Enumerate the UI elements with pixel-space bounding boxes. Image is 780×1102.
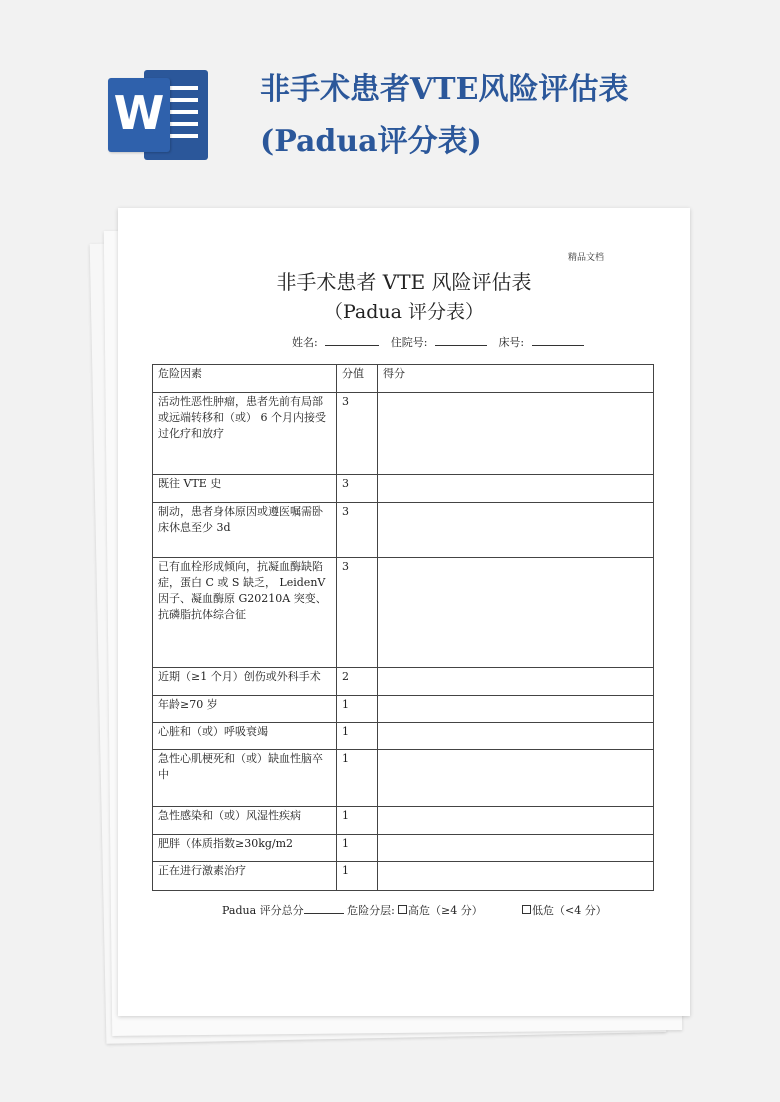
score-cell: 3 bbox=[337, 503, 378, 558]
table-row bbox=[153, 668, 654, 696]
risk-factor-cell: 近期（≥1 个月）创伤或外科手术 bbox=[153, 668, 337, 696]
bed-label: 床号: bbox=[498, 336, 525, 349]
risk-factor-cell: 既往 VTE 史 bbox=[153, 475, 337, 503]
earned-cell[interactable] bbox=[378, 723, 654, 750]
score-cell: 3 bbox=[337, 475, 378, 503]
high-risk-option[interactable] bbox=[398, 902, 483, 918]
score-cell: 3 bbox=[337, 393, 378, 475]
risk-factor-cell: 急性心肌梗死和（或）缺血性脑卒中 bbox=[153, 750, 337, 807]
table-row bbox=[153, 862, 654, 891]
total-label: Padua 评分总分 bbox=[222, 904, 304, 917]
score-cell: 1 bbox=[337, 750, 378, 807]
table-row bbox=[153, 807, 654, 835]
page-title-line1: 非手术患者VTE风险评估表 bbox=[260, 72, 629, 107]
earned-cell[interactable] bbox=[378, 393, 654, 475]
earned-cell[interactable] bbox=[378, 475, 654, 503]
score-cell: 2 bbox=[337, 668, 378, 696]
score-cell: 1 bbox=[337, 862, 378, 891]
risk-factor-cell: 活动性恶性肿瘤，患者先前有局部或远端转移和（或） 6 个月内接受过化疗和放疗 bbox=[153, 393, 337, 475]
name-label: 姓名: bbox=[292, 336, 318, 349]
table-row bbox=[153, 723, 654, 750]
earned-cell[interactable] bbox=[378, 862, 654, 891]
risk-factor-cell: 年龄≥70 岁 bbox=[153, 696, 337, 723]
score-cell: 1 bbox=[337, 807, 378, 835]
checkbox-icon[interactable] bbox=[522, 905, 531, 914]
risk-factor-cell: 制动，患者身体原因或遵医嘱需卧床休息至少 3d bbox=[153, 503, 337, 558]
header-risk-factor: 危险因素 bbox=[153, 365, 337, 393]
earned-cell[interactable] bbox=[378, 750, 654, 807]
low-risk-label: 低危（<4 分） bbox=[532, 904, 607, 917]
high-risk-label: 高危（≥4 分） bbox=[408, 904, 483, 917]
score-cell: 1 bbox=[337, 696, 378, 723]
risk-factor-cell: 急性感染和（或）风湿性疾病 bbox=[153, 807, 337, 835]
table-row bbox=[153, 696, 654, 723]
table-row bbox=[153, 835, 654, 862]
risk-factor-cell: 肥胖（体质指数≥30kg/m2 bbox=[153, 835, 337, 862]
admission-field[interactable] bbox=[435, 335, 487, 346]
earned-cell[interactable] bbox=[378, 503, 654, 558]
bed-field[interactable] bbox=[532, 335, 584, 346]
word-badge bbox=[108, 78, 170, 152]
table-row bbox=[153, 503, 654, 558]
score-cell: 3 bbox=[337, 558, 378, 668]
risk-factor-cell: 心脏和（或）呼吸衰竭 bbox=[153, 723, 337, 750]
low-risk-option[interactable] bbox=[522, 902, 607, 918]
table-row bbox=[153, 558, 654, 668]
risk-factor-cell: 正在进行激素治疗 bbox=[153, 862, 337, 891]
name-field[interactable] bbox=[325, 335, 379, 346]
header-earned: 得分 bbox=[378, 365, 654, 393]
checkbox-icon[interactable] bbox=[398, 905, 407, 914]
word-doc-icon bbox=[108, 70, 208, 160]
footer-row bbox=[222, 902, 607, 918]
page-title-line2: (Padua评分表) bbox=[260, 124, 482, 159]
score-cell: 1 bbox=[337, 723, 378, 750]
risk-factor-cell: 已有血栓形成倾向，抗凝血酶缺陷症，蛋白 C 或 S 缺乏， LeidenV 因子、凝血酶原 G20210A 突变、抗磷脂抗体综合征 bbox=[153, 558, 337, 668]
strata-label: 危险分层: bbox=[347, 904, 395, 917]
document-subtitle: （Padua 评分表） bbox=[323, 301, 485, 323]
page-title bbox=[260, 64, 760, 168]
total-field[interactable] bbox=[304, 903, 344, 914]
document-title: 非手术患者 VTE 风险评估表 bbox=[276, 270, 532, 294]
earned-cell[interactable] bbox=[378, 835, 654, 862]
corner-note: 精品文档 bbox=[568, 253, 605, 263]
risk-table bbox=[152, 364, 654, 891]
table-row bbox=[153, 393, 654, 475]
earned-cell[interactable] bbox=[378, 668, 654, 696]
header-score: 分值 bbox=[337, 365, 378, 393]
earned-cell[interactable] bbox=[378, 807, 654, 835]
admission-label: 住院号: bbox=[390, 336, 428, 349]
table-row bbox=[153, 750, 654, 807]
patient-info-row bbox=[292, 334, 584, 350]
earned-cell[interactable] bbox=[378, 558, 654, 668]
earned-cell[interactable] bbox=[378, 696, 654, 723]
table-header-row bbox=[153, 365, 654, 393]
score-cell: 1 bbox=[337, 835, 378, 862]
word-letter: W bbox=[113, 86, 165, 140]
table-row bbox=[153, 475, 654, 503]
